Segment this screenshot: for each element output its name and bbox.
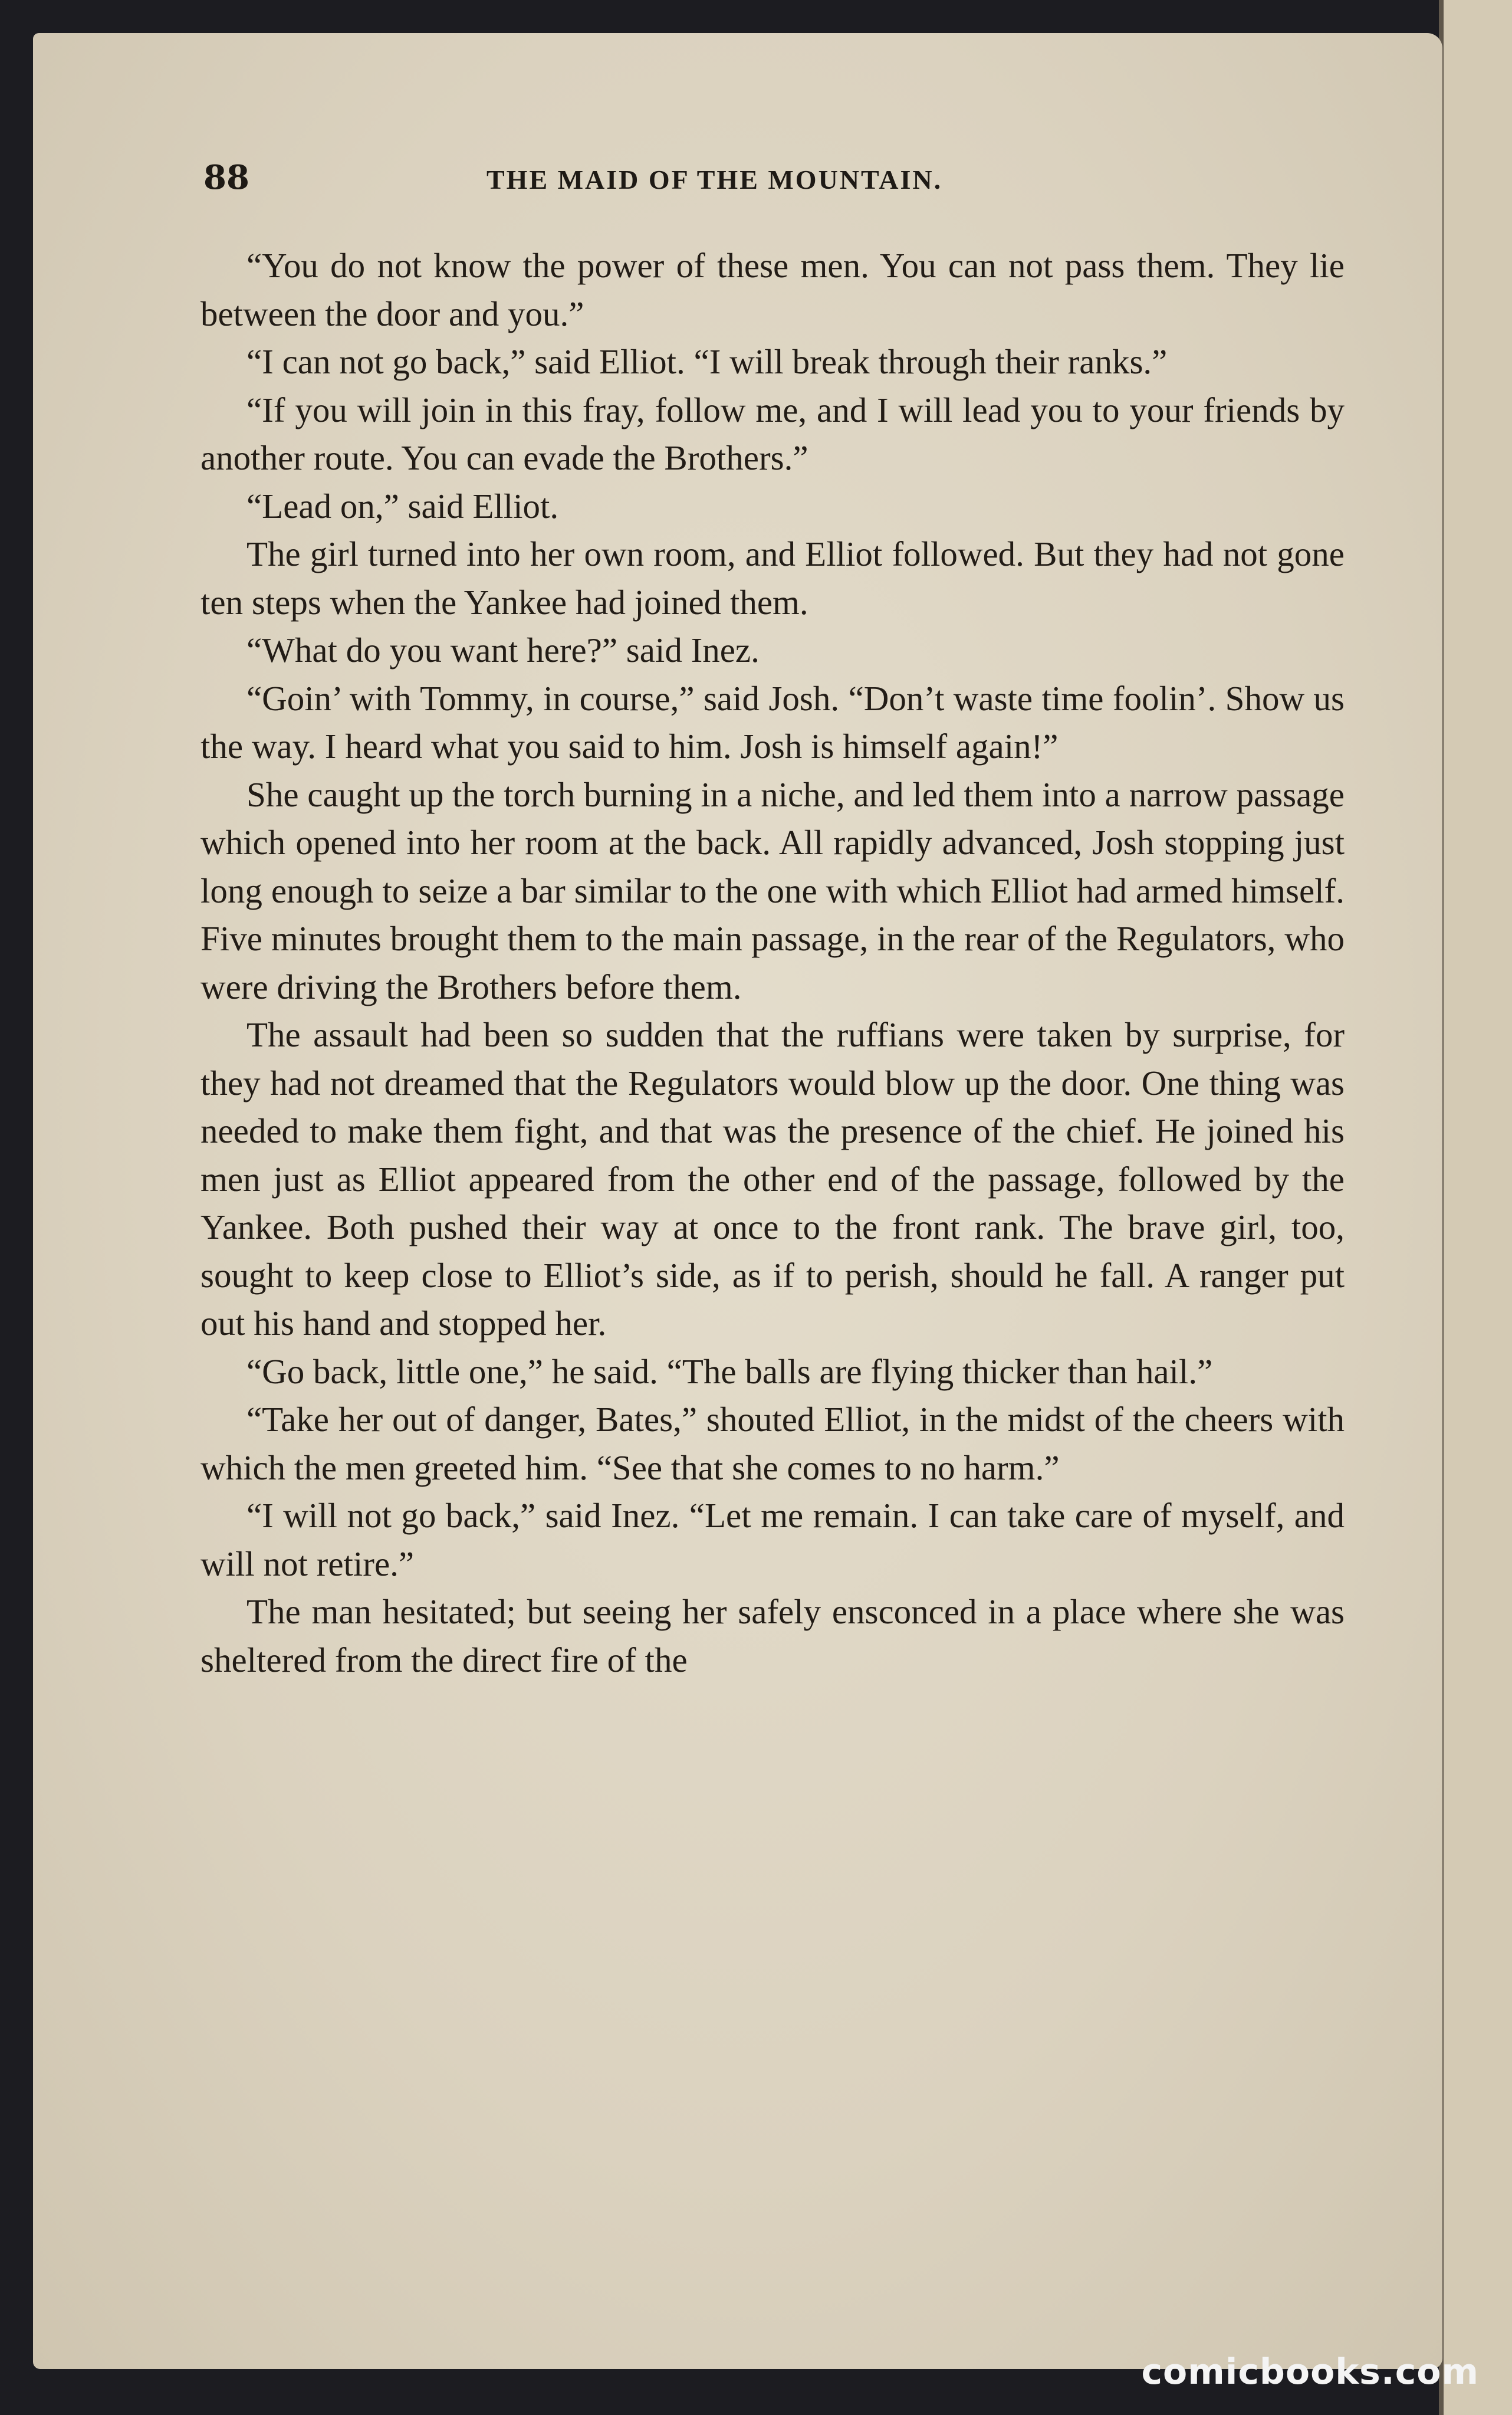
paragraph: She caught up the torch burning in a niche, and led them into a narrow passage which opened into her room at the back. All rapidly advanced, Josh stopping just long enough to seize a bar similar to the one with which Elliot had armed himself. Five minutes brought them to the main passage, in the rear of the Regulators, who were driving the Brothers before them. [200,775,1345,1006]
paragraph: “Lead on,” said Elliot. [246,486,559,526]
paragraph: The man hesitated; but seeing her safely ensconced in a place where she was sheltered from the direct fire of the [200,1592,1345,1679]
running-head [203,158,1345,211]
paragraph: The girl turned into her own room, and Elliot followed. But they had not gone ten steps when the Yankee had joined them. [200,534,1345,622]
page-number: 88 [203,158,249,197]
paragraph: “I can not go back,” said Elliot. “I will break through their ranks.” [246,342,1168,381]
body-text [200,242,1345,1684]
paragraph: “You do not know the power of these men. You can not pass them. They lie between the door and you.” [200,246,1345,333]
watermark: comicbooks.com [1141,2351,1479,2393]
running-title: THE MAID OF THE MOUNTAIN. [487,165,943,195]
paragraph: “What do you want here?” said Inez. [246,631,760,670]
paragraph: “Take her out of danger, Bates,” shouted Elliot, in the midst of the cheers with which the men greeted him. “See that she comes to no harm.” [200,1400,1345,1487]
adjacent-page-edge [1439,0,1512,2415]
paragraph: “Go back, little one,” he said. “The balls are flying thicker than hail.” [246,1351,1213,1391]
paragraph: “I will not go back,” said Inez. “Let me remain. I can take care of myself, and will not retire.” [200,1496,1345,1583]
paragraph: The assault had been so sudden that the ruffians were taken by surprise, for they had not dreamed that the Regulators would blow up the door. One thing was needed to make them fight, and that was the presence of the chief. He joined his men just as Elliot appeared from the other end of the passage, followed by the Yankee. Both pushed their way at once to the front rank. The brave girl, too, sought to keep close to Elliot’s side, as if to perish, should he fall. A ranger put out his hand and stopped her. [200,1015,1345,1343]
paragraph: “Goin’ with Tommy, in course,” said Josh. “Don’t waste time foolin’. Show us the way. I heard what you said to him. Josh is himself again!” [200,678,1345,766]
paragraph: “If you will join in this fray, follow me, and I will lead you to your friends by another route. You can evade the Brothers.” [200,390,1345,477]
